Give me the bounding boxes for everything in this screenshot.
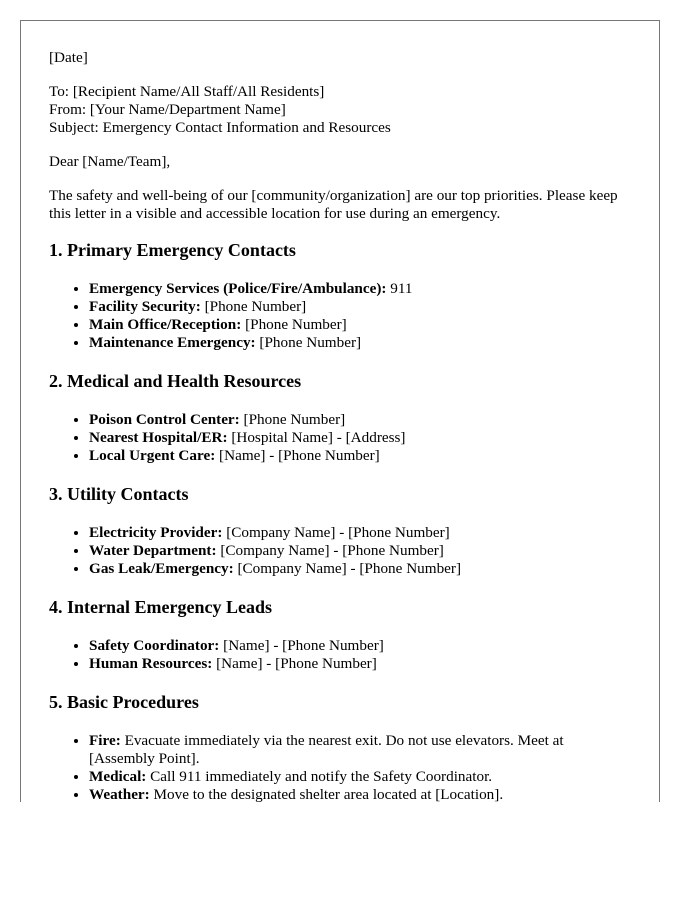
item-value: Move to the designated shelter area located at [Location]. (149, 786, 504, 802)
salutation: Dear [Name/Team], (49, 153, 171, 170)
item-label: Electricity Provider: (89, 524, 223, 541)
item-value: [Company Name] - [Phone Number] (222, 524, 450, 541)
primary-contacts-list (49, 280, 619, 352)
section-heading-basic-procedures: 5. Basic Procedures (49, 692, 199, 712)
item-value: [Hospital Name] - [Address] (227, 429, 406, 446)
list-item (89, 298, 619, 316)
list-item (89, 429, 619, 447)
item-label: Maintenance Emergency: (89, 334, 256, 351)
item-value: 911 (386, 280, 413, 297)
list-item (89, 637, 619, 655)
letter-date: [Date] (49, 49, 88, 66)
item-value: [Name] - [Phone Number] (212, 655, 377, 672)
item-label: Nearest Hospital/ER: (89, 429, 228, 446)
list-item (89, 542, 619, 560)
item-label: Weather: (89, 786, 150, 802)
item-label: Facility Security: (89, 298, 201, 315)
item-label: Water Department: (89, 542, 217, 559)
item-label: Medical: (89, 768, 147, 785)
item-label: Main Office/Reception: (89, 316, 242, 333)
list-item (89, 334, 619, 352)
list-item (89, 786, 619, 802)
list-item (89, 768, 619, 786)
letter-content (49, 49, 619, 802)
section-heading-utility-contacts: 3. Utility Contacts (49, 484, 189, 504)
section-heading-medical-resources: 2. Medical and Health Resources (49, 371, 302, 391)
list-item (89, 732, 619, 768)
utility-contacts-list (49, 524, 619, 578)
item-label: Poison Control Center: (89, 411, 240, 428)
medical-resources-list (49, 411, 619, 465)
item-value: [Name] - [Phone Number] (215, 447, 380, 464)
list-item (89, 280, 619, 298)
internal-leads-list (49, 637, 619, 673)
item-label: Safety Coordinator: (89, 637, 220, 654)
list-item (89, 560, 619, 578)
item-label: Gas Leak/Emergency: (89, 560, 234, 577)
item-value: Call 911 immediately and notify the Safety Coordinator. (146, 768, 493, 785)
subject-line: Subject: Emergency Contact Information and Resources (49, 119, 391, 136)
item-label: Emergency Services (Police/Fire/Ambulance): (89, 280, 387, 297)
item-value: [Name] - [Phone Number] (219, 637, 384, 654)
item-value: Evacuate immediately via the nearest exit. Do not use elevators. Meet at [Assembly Point]. (89, 732, 564, 767)
from-line: From: [Your Name/Department Name] (49, 101, 286, 118)
item-value: [Phone Number] (241, 316, 347, 333)
list-item (89, 524, 619, 542)
item-value: [Phone Number] (239, 411, 346, 428)
to-line: To: [Recipient Name/All Staff/All Residents] (49, 83, 325, 100)
item-label: Fire: (89, 732, 121, 749)
item-label: Human Resources: (89, 655, 213, 672)
item-label: Local Urgent Care: (89, 447, 216, 464)
item-value: [Phone Number] (255, 334, 362, 351)
item-value: [Company Name] - [Phone Number] (216, 542, 444, 559)
list-item (89, 316, 619, 334)
list-item (89, 655, 619, 673)
letter-header (49, 83, 619, 137)
section-heading-internal-leads: 4. Internal Emergency Leads (49, 597, 272, 617)
letter-page (20, 20, 660, 802)
intro-paragraph: The safety and well-being of our [community/organization] are our top priorities. Please keep this letter in a visible and accessible location for use during an emergency. (49, 187, 618, 222)
item-value: [Phone Number] (200, 298, 307, 315)
section-heading-primary-contacts: 1. Primary Emergency Contacts (49, 240, 296, 260)
basic-procedures-list (49, 732, 619, 802)
item-value: [Company Name] - [Phone Number] (233, 560, 462, 577)
list-item (89, 447, 619, 465)
list-item (89, 411, 619, 429)
